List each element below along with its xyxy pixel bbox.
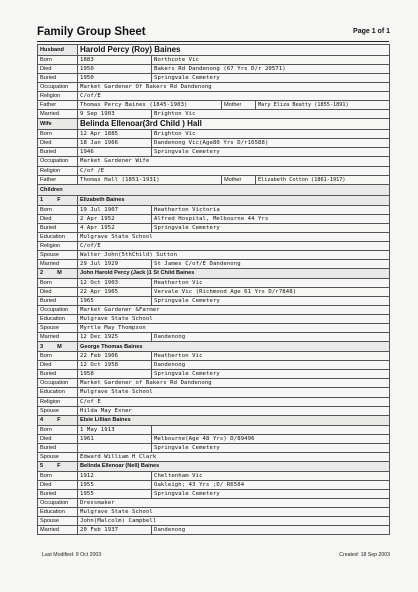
born-label: Born: [38, 205, 78, 214]
child-sex: F: [57, 463, 61, 470]
mother-value: Mary Eliza Beatty (1855-1891): [258, 102, 349, 109]
married-place: Brighton Vic: [152, 110, 390, 119]
occupation-label: Occupation: [38, 83, 78, 92]
husband-name: Harold Percy (Roy) Baines: [78, 45, 390, 56]
child-died-row: [38, 480, 390, 489]
religion-value: C/of E: [78, 397, 390, 406]
father-label: Father: [38, 175, 78, 184]
child-born-row: [38, 278, 390, 287]
occupation-value: Dressmaker: [78, 498, 390, 507]
wife-died-row: [38, 139, 390, 148]
mother-cell: [222, 175, 390, 184]
child-buried-row: [38, 443, 390, 452]
parents-row: [38, 101, 390, 110]
wife-occupation-row: [38, 157, 390, 166]
child-header-row: [38, 461, 390, 471]
buried-label: Buried: [38, 489, 78, 498]
married-date: 29 Jul 1929: [78, 259, 152, 268]
buried-label: Buried: [38, 443, 78, 452]
buried-label: Buried: [38, 74, 78, 83]
father-label: Father: [38, 101, 78, 110]
born-place: Brighton Vic: [152, 130, 390, 139]
child-occupation-row: [38, 306, 390, 315]
born-date: 12 Oct 1903: [78, 278, 152, 287]
died-date: 1955: [78, 480, 152, 489]
died-date: 18 Jan 1966: [78, 139, 152, 148]
child-buried-row: [38, 489, 390, 498]
child-spouse-row: [38, 324, 390, 333]
child-born-row: [38, 205, 390, 214]
child-header-row: [38, 268, 390, 278]
child-died-row: [38, 361, 390, 370]
wife-buried-row: [38, 148, 390, 157]
child-number-cell: [38, 342, 78, 352]
page-title: Family Group Sheet: [37, 26, 146, 38]
born-place: Heatherton Victoria: [152, 205, 390, 214]
spouse-label: Spouse: [38, 406, 78, 415]
died-label: Died: [38, 480, 78, 489]
married-place: Dandenong: [152, 526, 390, 535]
husband-died-row: [38, 65, 390, 74]
mother-label: Mother: [222, 176, 256, 184]
child-sex: F: [57, 197, 61, 204]
buried-date: 1958: [78, 370, 152, 379]
religion-label: Religion: [38, 397, 78, 406]
wife-religion-row: [38, 166, 390, 175]
husband-married-row: [38, 110, 390, 119]
born-date: 19 Jul 1907: [78, 205, 152, 214]
buried-date: 1965: [78, 297, 152, 306]
married-date: 20 Feb 1937: [78, 526, 152, 535]
occupation-label: Occupation: [38, 157, 78, 166]
buried-date: [78, 443, 152, 452]
child-name: Elsie Lillian Baines: [78, 415, 390, 425]
died-label: Died: [38, 139, 78, 148]
child-name: Elizabeth Baines: [78, 195, 390, 205]
occupation-value: Market Gardener &Farmer: [78, 306, 390, 315]
husband-buried-row: [38, 74, 390, 83]
died-date: 1950: [78, 65, 152, 74]
child-buried-row: [38, 223, 390, 232]
education-value: Mulgrave State School: [78, 507, 390, 516]
child-number: 1: [40, 197, 44, 204]
died-date: 1961: [78, 434, 152, 443]
child-spouse-row: [38, 452, 390, 461]
spouse-label: Spouse: [38, 324, 78, 333]
child-sex: F: [57, 417, 61, 424]
child-religion-row: [38, 397, 390, 406]
born-place: Northcote Vic: [152, 56, 390, 65]
spouse-value: Myrtle May Thompson: [78, 324, 390, 333]
married-label: Married: [38, 259, 78, 268]
died-place: Alfred Hospital, Melbourne 44 Yrs: [152, 214, 390, 223]
child-number-cell: [38, 461, 78, 471]
education-label: Education: [38, 388, 78, 397]
child-education-row: [38, 232, 390, 241]
children-heading: Children: [38, 184, 390, 195]
occupation-label: Occupation: [38, 498, 78, 507]
married-place: Dandenong: [152, 333, 390, 342]
died-date: 22 Apr 1965: [78, 287, 152, 296]
child-died-row: [38, 214, 390, 223]
married-label: Married: [38, 110, 78, 119]
child-born-row: [38, 352, 390, 361]
buried-label: Buried: [38, 297, 78, 306]
religion-label: Religion: [38, 92, 78, 101]
husband-born-row: [38, 56, 390, 65]
born-label: Born: [38, 56, 78, 65]
born-place: [152, 425, 390, 434]
child-sex: M: [57, 343, 62, 350]
died-date: 2 Apr 1952: [78, 214, 152, 223]
family-group-table: [37, 44, 390, 535]
spouse-value: John(Malcolm) Campbell: [78, 517, 390, 526]
buried-date: 4 Apr 1952: [78, 223, 152, 232]
born-label: Born: [38, 278, 78, 287]
born-label: Born: [38, 130, 78, 139]
title-rule: [37, 41, 389, 42]
died-label: Died: [38, 214, 78, 223]
born-place: Heatherton Vic: [152, 278, 390, 287]
education-label: Education: [38, 315, 78, 324]
died-place: Vervale Vic (Richmond Age 61 Yrs D/r7848): [152, 287, 390, 296]
child-number: 2: [40, 270, 44, 277]
husband-occupation-row: [38, 83, 390, 92]
died-place: Oakleigh; 43 Yrs ;D/ R6584: [152, 480, 390, 489]
child-married-row: [38, 333, 390, 342]
occupation-value: Market Gardener Wife: [78, 157, 390, 166]
married-label: Married: [38, 526, 78, 535]
buried-label: Buried: [38, 223, 78, 232]
child-spouse-row: [38, 406, 390, 415]
husband-header-row: [38, 45, 390, 56]
spouse-value: Edward William H Clark: [78, 452, 390, 461]
parents-row: [38, 175, 390, 184]
religion-label: Religion: [38, 166, 78, 175]
father-value: Thomas Percy Baines (1845-1903): [78, 101, 222, 110]
child-spouse-row: [38, 517, 390, 526]
religion-value: C/of/E: [78, 241, 390, 250]
education-label: Education: [38, 232, 78, 241]
buried-place: Springvale Cemetery: [152, 223, 390, 232]
occupation-label: Occupation: [38, 379, 78, 388]
education-value: Mulgrave State School: [78, 232, 390, 241]
child-header-row: [38, 415, 390, 425]
born-date: 22 Feb 1906: [78, 352, 152, 361]
spouse-label: Spouse: [38, 517, 78, 526]
buried-label: Buried: [38, 370, 78, 379]
spouse-label: Spouse: [38, 250, 78, 259]
buried-place: Springvale Cemetery: [152, 370, 390, 379]
created-date: Created: 18 Sep 2003: [339, 552, 390, 558]
wife-header-row: [38, 119, 390, 130]
died-place: Dandenong Vic(Age80 Yrs D/r16588): [152, 139, 390, 148]
education-value: Mulgrave State School: [78, 315, 390, 324]
born-label: Born: [38, 425, 78, 434]
born-date: 1 May 1913: [78, 425, 152, 434]
born-place: Heatherton Vic: [152, 352, 390, 361]
religion-value: C/of/E: [78, 92, 390, 101]
child-education-row: [38, 315, 390, 324]
spouse-value: Hilda May Exner: [78, 406, 390, 415]
father-value: Thomas Hall (1851-1931): [78, 175, 222, 184]
wife-born-row: [38, 130, 390, 139]
child-header-row: [38, 342, 390, 352]
child-died-row: [38, 434, 390, 443]
died-place: Bakers Rd Dandenong (67 Yrs D/r 20571): [152, 65, 390, 74]
husband-religion-row: [38, 92, 390, 101]
child-religion-row: [38, 241, 390, 250]
spouse-label: Spouse: [38, 452, 78, 461]
born-place: Cheltenham Vic: [152, 471, 390, 480]
buried-place: Springvale Cemetery: [152, 443, 390, 452]
religion-label: Religion: [38, 241, 78, 250]
child-number: 4: [40, 417, 44, 424]
child-married-row: [38, 526, 390, 535]
child-education-row: [38, 507, 390, 516]
child-number-cell: [38, 195, 78, 205]
child-spouse-row: [38, 250, 390, 259]
child-name: Belinda Ellenoar (Nell) Baines: [78, 461, 390, 471]
child-education-row: [38, 388, 390, 397]
died-place: Melbourne(Age 48 Yrs) D/89496: [152, 434, 390, 443]
mother-label: Mother: [222, 101, 256, 109]
last-modified: Last Modified: 9 Oct 2003: [42, 552, 102, 558]
child-buried-row: [38, 297, 390, 306]
born-date: 1912: [78, 471, 152, 480]
child-died-row: [38, 287, 390, 296]
child-born-row: [38, 471, 390, 480]
child-occupation-row: [38, 498, 390, 507]
wife-name: Belinda Ellenoar(3rd Child ) Hall: [78, 119, 390, 130]
child-number-cell: [38, 415, 78, 425]
died-label: Died: [38, 361, 78, 370]
mother-value: Elizabeth Cotton (1861-1917): [258, 176, 346, 183]
page-number: Page 1 of 1: [353, 28, 390, 35]
buried-place: Springvale Cemetery: [152, 148, 390, 157]
buried-place: Springvale Cemetery: [152, 489, 390, 498]
died-label: Died: [38, 65, 78, 74]
children-heading-row: [38, 184, 390, 195]
child-sex: M: [57, 270, 62, 277]
buried-place: Springvale Cemetery: [152, 74, 390, 83]
buried-place: Springvale Cemetery: [152, 297, 390, 306]
born-label: Born: [38, 352, 78, 361]
child-born-row: [38, 425, 390, 434]
buried-date: 1946: [78, 148, 152, 157]
married-label: Married: [38, 333, 78, 342]
died-label: Died: [38, 434, 78, 443]
child-number-cell: [38, 268, 78, 278]
wife-section-label: Wife: [38, 119, 78, 130]
died-place: Dandenong: [152, 361, 390, 370]
husband-section-label: Husband: [38, 45, 78, 56]
born-date: 1883: [78, 56, 152, 65]
mother-cell: [222, 101, 390, 110]
occupation-value: Market Gardener of Bakers Rd Dandenong: [78, 379, 390, 388]
child-name: John Harold Percy (Jack )1 St Child Baines: [78, 268, 390, 278]
died-date: 12 Oct 1958: [78, 361, 152, 370]
child-married-row: [38, 259, 390, 268]
born-label: Born: [38, 471, 78, 480]
spouse-value: Walter John(5thChild) Sutton: [78, 250, 390, 259]
married-date: 12 Dec 1925: [78, 333, 152, 342]
child-number: 3: [40, 343, 44, 350]
religion-value: C/of /E: [78, 166, 390, 175]
child-header-row: [38, 195, 390, 205]
occupation-label: Occupation: [38, 306, 78, 315]
child-number: 5: [40, 463, 44, 470]
died-label: Died: [38, 287, 78, 296]
child-buried-row: [38, 370, 390, 379]
buried-date: 1955: [78, 489, 152, 498]
occupation-value: Market Gardener Of Bakers Rd Dandenong: [78, 83, 390, 92]
buried-date: 1950: [78, 74, 152, 83]
married-place: St James C/of/E Dandenong: [152, 259, 390, 268]
education-label: Education: [38, 507, 78, 516]
education-value: Mulgrave State School: [78, 388, 390, 397]
buried-label: Buried: [38, 148, 78, 157]
child-name: George Thomas Baines: [78, 342, 390, 352]
born-date: 12 Apr 1885: [78, 130, 152, 139]
married-date: 9 Sep 1903: [78, 110, 152, 119]
child-occupation-row: [38, 379, 390, 388]
